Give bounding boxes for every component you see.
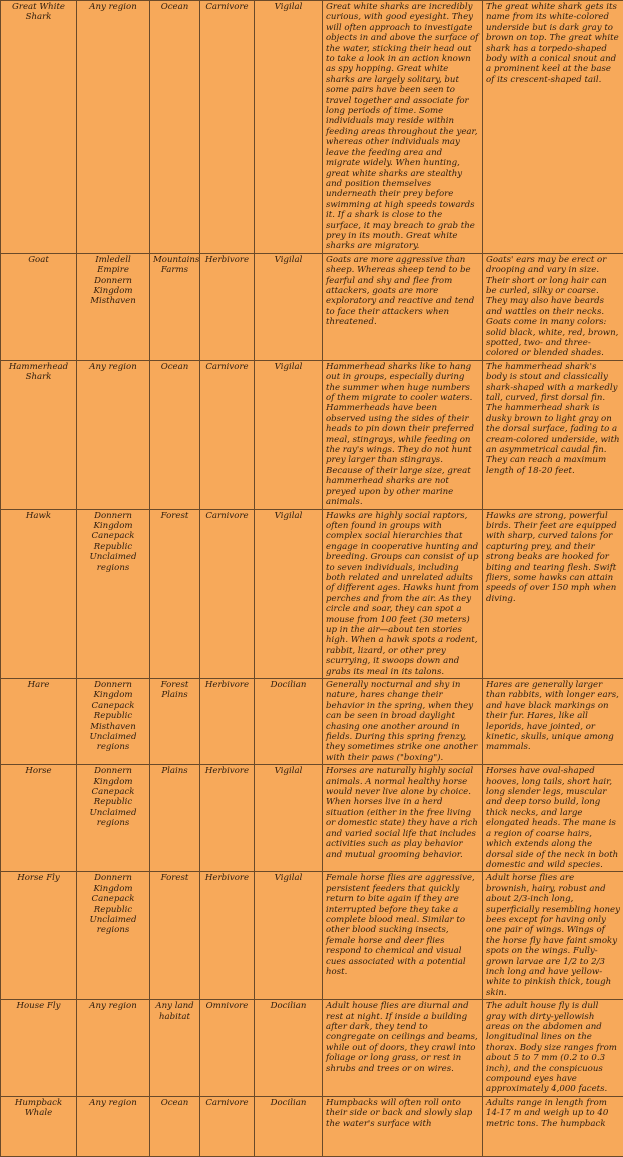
region-item: Donnern Kingdom bbox=[80, 680, 146, 701]
habitat-cell bbox=[150, 765, 200, 872]
habitat-cell bbox=[150, 872, 200, 1000]
region-cell bbox=[77, 1, 150, 254]
diet-cell: Carnivore bbox=[200, 1096, 255, 1156]
habitat-cell bbox=[150, 1096, 200, 1156]
temperament-cell: Docilian bbox=[255, 1000, 323, 1097]
appearance-cell: The hammerhead shark's body is stout and classically shark-shaped with a markedly tall, curved, first dorsal fin. The hammerhead shark is dusky brown to light gray on the dorsal surface, fading to a cream-colored underside, with an asymmetrical caudal fin. They can reach a maximum length of 18-20 feet. bbox=[483, 360, 623, 509]
appearance-cell: Adult horse flies are brownish, hairy, robust and about 2/3-inch long, superficially resembling honey bees except for having only one pair of wings. Wings of the horse fly have faint smoky spots on the wings. Fully-grown larvae are 1/2 to 2/3 inch long and have yellow-white to pinkish thick, tough skin. bbox=[483, 872, 623, 1000]
creature-name: Goat bbox=[1, 253, 77, 360]
habitat-item: Ocean bbox=[153, 362, 196, 372]
region-item: Any region bbox=[80, 1001, 146, 1011]
table-row bbox=[1, 253, 623, 360]
diet-cell: Carnivore bbox=[200, 509, 255, 679]
habitat-item: Any land bbox=[153, 1001, 196, 1011]
table-row bbox=[1, 765, 623, 872]
habitat-item: habitat bbox=[153, 1012, 196, 1022]
diet-cell: Carnivore bbox=[200, 360, 255, 509]
diet-cell: Omnivore bbox=[200, 1000, 255, 1097]
habitat-cell bbox=[150, 360, 200, 509]
table-body bbox=[1, 1, 623, 1157]
region-item: Any region bbox=[80, 2, 146, 12]
region-cell bbox=[77, 1000, 150, 1097]
region-item: Donnern Kingdom bbox=[80, 276, 146, 297]
region-item: Donnern Kingdom bbox=[80, 766, 146, 787]
temperament-cell: Vigilal bbox=[255, 360, 323, 509]
appearance-cell: Goats' ears may be erect or drooping and vary in size. Their short or long hair can be curled, silky or coarse. They may also have beards and wattles on their necks. Goats come in many colors: solid black, white, red, brown, spotted, two- and three-colored or blended shades. bbox=[483, 253, 623, 360]
habitat-item: Ocean bbox=[153, 2, 196, 12]
habitat-item: Farms bbox=[153, 265, 196, 275]
creature-name: Hawk bbox=[1, 509, 77, 679]
temperament-cell: Vigilal bbox=[255, 872, 323, 1000]
habitat-item: Forest bbox=[153, 873, 196, 883]
appearance-cell: Adults range in length from 14-17 m and weigh up to 40 metric tons. The humpback bbox=[483, 1096, 623, 1156]
appearance-cell: Hawks are strong, powerful birds. Their feet are equipped with sharp, curved talons for capturing prey, and their strong beaks are hooked for biting and tearing flesh. Swift fliers, some hawks can attain speeds of over 150 mph when diving. bbox=[483, 509, 623, 679]
region-cell bbox=[77, 765, 150, 872]
region-item: Unclaimed regions bbox=[80, 808, 146, 829]
table-row bbox=[1, 360, 623, 509]
temperament-cell: Vigilal bbox=[255, 1, 323, 254]
behavior-cell: Hammerhead sharks like to hang out in groups, especially during the summer when huge numbers of them migrate to cooler waters. Hammerheads have been observed using the sides of their heads to pin down their preferred meal, stingrays, while feeding on the ray's wings. They do not hunt prey larger than stingrays. Because of their large size, great hammerhead sharks are not preyed upon by other marine animals. bbox=[323, 360, 483, 509]
habitat-cell bbox=[150, 509, 200, 679]
region-cell bbox=[77, 253, 150, 360]
region-item: Canepack Republic bbox=[80, 701, 146, 722]
behavior-cell: Female horse flies are aggressive, persistent feeders that quickly return to bite again if they are interrupted before they take a complete blood meal. Similar to other blood sucking insects, female horse and deer flies respond to chemical and visual cues associated with a potential host. bbox=[323, 872, 483, 1000]
region-cell bbox=[77, 509, 150, 679]
region-item: Donnern Kingdom bbox=[80, 511, 146, 532]
creature-name: Horse Fly bbox=[1, 872, 77, 1000]
table-row bbox=[1, 1096, 623, 1156]
region-cell bbox=[77, 872, 150, 1000]
diet-cell: Carnivore bbox=[200, 1, 255, 254]
region-item: Any region bbox=[80, 1098, 146, 1108]
appearance-cell: The adult house fly is dull gray with dirty-yellowish areas on the abdomen and longitudinal lines on the thorax. Body size ranges from about 5 to 7 mm (0.2 to 0.3 inch), and the conspicuous compound eyes have approximately 4,000 facets. bbox=[483, 1000, 623, 1097]
appearance-cell: The great white shark gets its name from its white-colored underside but is dark gray to brown on top. The great white shark has a torpedo-shaped body with a conical snout and a prominent keel at the base of its crescent-shaped tail. bbox=[483, 1, 623, 254]
behavior-cell: Humpbacks will often roll onto their side or back and slowly slap the water's surface with bbox=[323, 1096, 483, 1156]
habitat-cell bbox=[150, 253, 200, 360]
temperament-cell: Vigilal bbox=[255, 765, 323, 872]
diet-cell: Herbivore bbox=[200, 872, 255, 1000]
temperament-cell: Vigilal bbox=[255, 253, 323, 360]
habitat-cell bbox=[150, 1000, 200, 1097]
habitat-cell bbox=[150, 679, 200, 765]
temperament-cell: Vigilal bbox=[255, 509, 323, 679]
region-item: Misthaven bbox=[80, 296, 146, 306]
behavior-cell: Great white sharks are incredibly curious, with good eyesight. They will often approach to investigate objects in and above the surface of the water, sticking their head out to take a look in an action known as spy hopping. Great white sharks are largely solitary, but some pairs have been seen to travel together and associate for long periods of time. Some individuals may reside within feeding areas throughout the year, whereas other individuals may leave the feeding area and migrate widely. When hunting, great white sharks are stealthy and position themselves underneath their prey before swimming at high speeds towards it. If a shark is close to the surface, it may breach to grab the prey in its mouth. Great white sharks are migratory. bbox=[323, 1, 483, 254]
region-cell bbox=[77, 360, 150, 509]
habitat-item: Forest bbox=[153, 680, 196, 690]
behavior-cell: Generally nocturnal and shy in nature, hares change their behavior in the spring, when they can be seen in broad daylight chasing one another around in fields. During this spring frenzy, they sometimes strike one another with their paws ("boxing"). bbox=[323, 679, 483, 765]
region-item: Donnern Kingdom bbox=[80, 873, 146, 894]
habitat-item: Plains bbox=[153, 766, 196, 776]
behavior-cell: Horses are naturally highly social animals. A normal healthy horse would never live alone by choice. When horses live in a herd situation (either in the free living or domestic state) they have a rich and varied social life that includes activities such as play behavior and mutual grooming behavior. bbox=[323, 765, 483, 872]
region-item: Canepack Republic bbox=[80, 787, 146, 808]
table-row bbox=[1, 872, 623, 1000]
region-item: Imledell Empire bbox=[80, 255, 146, 276]
temperament-cell: Docilian bbox=[255, 1096, 323, 1156]
diet-cell: Herbivore bbox=[200, 253, 255, 360]
creature-name: Horse bbox=[1, 765, 77, 872]
habitat-item: Ocean bbox=[153, 1098, 196, 1108]
creature-name: Hammerhead Shark bbox=[1, 360, 77, 509]
appearance-cell: Hares are generally larger than rabbits, with longer ears, and have black markings on their fur. Hares, like all leporids, have jointed, or kinetic, skulls, unique among mammals. bbox=[483, 679, 623, 765]
creature-name: Humpback Whale bbox=[1, 1096, 77, 1156]
region-item: Unclaimed regions bbox=[80, 732, 146, 753]
creature-name: Great White Shark bbox=[1, 1, 77, 254]
habitat-cell bbox=[150, 1, 200, 254]
diet-cell: Herbivore bbox=[200, 679, 255, 765]
table-row bbox=[1, 679, 623, 765]
region-item: Unclaimed regions bbox=[80, 915, 146, 936]
creature-name: Hare bbox=[1, 679, 77, 765]
table-row bbox=[1, 1, 623, 254]
table-row bbox=[1, 1000, 623, 1097]
region-cell bbox=[77, 1096, 150, 1156]
behavior-cell: Hawks are highly social raptors, often found in groups with complex social hierarchies that engage in cooperative hunting and breeding. Groups can consist of up to seven individuals, including both related and unrelated adults of different ages. Hawks hunt from perches and from the air. As they circle and soar, they can spot a mouse from 100 feet (30 meters) up in the air—about ten stories high. When a hawk spots a rodent, rabbit, lizard, or other prey scurrying, it swoops down and grabs its meal in its talons. bbox=[323, 509, 483, 679]
appearance-cell: Horses have oval-shaped hooves, long tails, short hair, long slender legs, muscular and deep torso build, long thick necks, and large elongated heads. The mane is a region of coarse hairs, which extends along the dorsal side of the neck in both domestic and wild species. bbox=[483, 765, 623, 872]
region-cell bbox=[77, 679, 150, 765]
region-item: Unclaimed regions bbox=[80, 552, 146, 573]
region-item: Any region bbox=[80, 362, 146, 372]
region-item: Misthaven bbox=[80, 722, 146, 732]
region-item: Canepack Republic bbox=[80, 531, 146, 552]
region-item: Canepack Republic bbox=[80, 894, 146, 915]
behavior-cell: Goats are more aggressive than sheep. Whereas sheep tend to be fearful and shy and flee from attackers, goats are more exploratory and reactive and tend to face their attackers when threatened. bbox=[323, 253, 483, 360]
habitat-item: Mountains bbox=[153, 255, 196, 265]
behavior-cell: Adult house flies are diurnal and rest at night. If inside a building after dark, they tend to congregate on ceilings and beams, while out of doors, they crawl into foliage or long grass, or rest in shrubs and trees or on wires. bbox=[323, 1000, 483, 1097]
temperament-cell: Docilian bbox=[255, 679, 323, 765]
habitat-item: Plains bbox=[153, 690, 196, 700]
creature-name: House Fly bbox=[1, 1000, 77, 1097]
habitat-item: Forest bbox=[153, 511, 196, 521]
table-row bbox=[1, 509, 623, 679]
diet-cell: Herbivore bbox=[200, 765, 255, 872]
